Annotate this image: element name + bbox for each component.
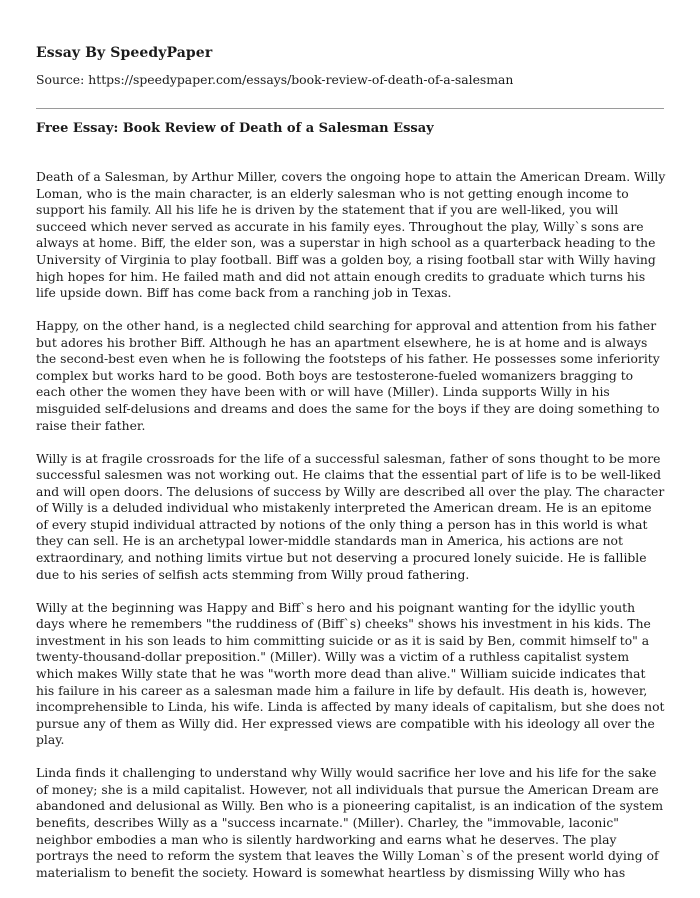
essay-paragraph: Willy is at fragile crossroads for the life of a successful salesman, father of sons thought to be more successful salesmen was not working out. He claims that the essential part of life is to be well-liked and will open doors. The delusions of success by Willy are described all over the play. The character of Willy is a deluded individual who mistakenly interpreted the American dream. He is an epitome of every stupid individual attracted by notions of the only thing a person has in this world is what they can sell. He is an archetypal lower-middle standards man in America, his actions are not extraordinary, and nothing limits virtue but not deserving a procured lonely suicide. He is fallible due to his series of selfish acts stemming from Willy proud fathering. bbox=[36, 451, 665, 582]
site-title: Essay By SpeedyPaper bbox=[36, 45, 213, 61]
source-line: Source: https://speedypaper.com/essays/book-review-of-death-of-a-salesman bbox=[36, 72, 514, 87]
essay-paragraph: Death of a Salesman, by Arthur Miller, covers the ongoing hope to attain the American Dream. Willy Loman, who is the main character, is an elderly salesman who is not getting enough income to support his family. All his life he is driven by the statement that if you are well-liked, you will succeed which never served as accurate in his family eyes. Throughout the play, Willy`s sons are always at home. Biff, the elder son, was a superstar in high school as a quarterback heading to the University of Virginia to play football. Biff was a golden boy, a rising football star with Willy having high hopes for him. He failed math and did not attain enough credits to graduate which turns his life upside down. Biff has come back from a ranching job in Texas. bbox=[36, 170, 666, 301]
essay-paragraph: Willy at the beginning was Happy and Biff`s hero and his poignant wanting for the idyllic youth days where he remembers "the ruddiness of (Biff`s) cheeks" shows his investment in his kids. The investment in his son leads to him committing suicide or as it is said by Ben, commit himself to" a twenty-thousand-dollar preposition." (Miller). Willy was a victim of a ruthless capitalist system which makes Willy state that he was "worth more dead than alive." William suicide indicates that his failure in his career as a salesman made him a failure in life by default. His death is, however, incomprehensible to Linda, his wife. Linda is affected by many ideals of capitalism, but she does not pursue any of them as Willy did. Her expressed views are compatible with his ideology all over the play. bbox=[36, 600, 665, 748]
essay-body bbox=[36, 169, 666, 898]
essay-paragraph: Happy, on the other hand, is a neglected child searching for approval and attention from his father but adores his brother Biff. Although he has an apartment elsewhere, he is at home and is always the second-best even when he is following the footsteps of his father. He possesses some inferiority complex but works hard to be good. Both boys are testosterone-fueled womanizers bragging to each other the women they have been with or will have (Miller). Linda supports Willy in his misguided self-delusions and dreams and does the same for the boys if they are doing something to raise their father. bbox=[36, 319, 660, 433]
header-divider bbox=[36, 108, 664, 109]
essay-title: Free Essay: Book Review of Death of a Salesman Essay bbox=[36, 121, 434, 136]
essay-paragraph: Linda finds it challenging to understand why Willy would sacrifice her love and his life for the sake of money; she is a mild capitalist. However, not all individuals that pursue the American Dream are abandoned and delusional as Willy. Ben who is a pioneering capitalist, is an indication of the system benefits, describes Willy as a "success incarnate." (Miller). Charley, the "immovable, laconic" neighbor embodies a man who is silently hardworking and earns what he deserves. The play portrays the need to reform the system that leaves the Willy Loman`s of the present world dying of materialism to benefit the society. Howard is somewhat heartless by dismissing Willy who has bbox=[36, 766, 664, 880]
